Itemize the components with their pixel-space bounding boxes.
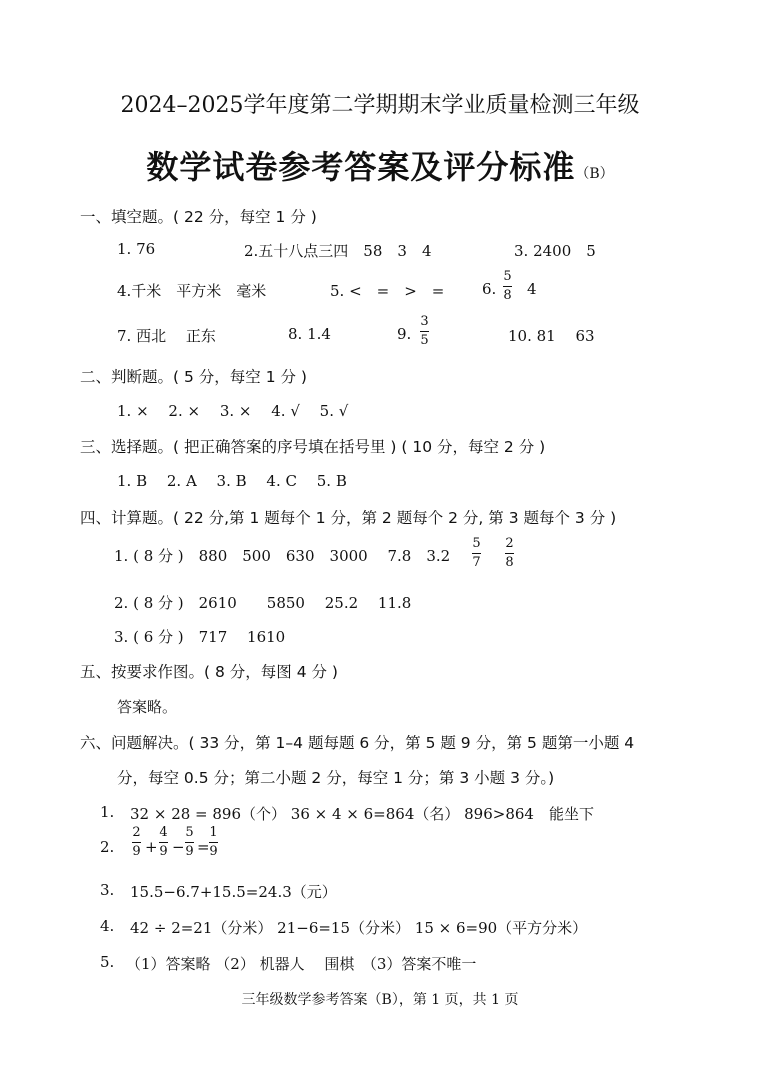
- section-1-heading: 一、填空题。( 22 分，每空 1 分 ): [80, 208, 317, 226]
- s1-q9-label: 9.: [397, 325, 412, 343]
- fraction-numerator: 5: [185, 825, 194, 840]
- s1-q1: 1. 76: [117, 240, 156, 258]
- fraction-denominator: 7: [472, 554, 481, 570]
- s1-q4: 4.千米 平方米 毫米: [117, 282, 267, 300]
- section-2-heading: 二、判断题。( 5 分，每空 1 分 ): [80, 368, 307, 386]
- fraction-numerator: 5: [503, 269, 512, 284]
- s6-q2-fraction-b: [159, 826, 168, 858]
- fraction-denominator: 9: [185, 843, 194, 859]
- s6-q5-number: 5.: [100, 953, 115, 971]
- s4-q1-fraction-2: [505, 537, 514, 569]
- s4-q2: 2. ( 8 分 ) 2610 5850 25.2 11.8: [114, 594, 412, 612]
- s6-q3-number: 3.: [100, 881, 115, 899]
- section-4-heading: 四、计算题。( 22 分,第 1 题每个 1 分，第 2 题每个 2 分, 第 3 题每个 3 分 ): [80, 509, 617, 527]
- s1-q7: 7. 西北 正东: [117, 327, 216, 345]
- s1-q6-extra: 4: [527, 280, 537, 298]
- page-footer: 三年级数学参考答案（B），第 1 页，共 1 页: [241, 992, 519, 1008]
- section-6-heading-line-1: 六、问题解决。( 33 分，第 1–4 题每题 6 分，第 5 题 9 分，第 5 题第一小题 4: [80, 734, 635, 752]
- s6-q2-number: 2.: [100, 838, 115, 856]
- s6-q1-answer: 32 × 28 = 896（个） 36 × 4 × 6=864（名） 896>864 能坐下: [130, 805, 594, 823]
- s1-q10: 10. 81 63: [508, 327, 595, 345]
- fraction-numerator: 2: [505, 536, 514, 551]
- variant-label: （B）: [575, 166, 614, 182]
- s1-q8: 8. 1.4: [288, 325, 331, 343]
- s1-q2: 2.五十八点三四 58 3 4: [244, 242, 432, 260]
- fraction-numerator: 3: [420, 314, 429, 329]
- fraction-denominator: 9: [132, 843, 141, 859]
- s3-answers: 1. B 2. A 3. B 4. C 5. B: [117, 472, 347, 490]
- s5-answer: 答案略。: [117, 698, 178, 716]
- s1-q3: 3. 2400 5: [514, 242, 596, 260]
- s6-q3-answer: 15.5−6.7+15.5=24.3（元）: [130, 883, 337, 901]
- fraction-denominator: 8: [505, 554, 514, 570]
- s6-q1-number: 1.: [100, 803, 115, 821]
- section-3-heading: 三、选择题。( 把正确答案的序号填在括号里 ) ( 10 分，每空 2 分 ): [80, 438, 546, 456]
- fraction-numerator: 5: [472, 536, 481, 551]
- s1-q6-label: 6.: [482, 280, 497, 298]
- s6-q5-answer: （1）答案略 （2） 机器人 围棋 （3）答案不唯一: [126, 955, 477, 973]
- s1-q6-fraction: [503, 270, 512, 302]
- document-subtitle: [0, 142, 760, 188]
- fraction-denominator: 8: [503, 287, 512, 303]
- section-5-heading: 五、按要求作图。( 8 分，每图 4 分 ): [80, 663, 338, 681]
- s6-q4-answer: 42 ÷ 2=21（分米） 21−6=15（分米） 15 × 6=90（平方分米）: [130, 919, 588, 937]
- fraction-numerator: 1: [209, 825, 218, 840]
- s1-q5: 5. < = > =: [330, 282, 445, 300]
- s6-q2-minus: −: [172, 838, 185, 856]
- s6-q2-fraction-c: [185, 826, 194, 858]
- fraction-denominator: 9: [159, 843, 168, 859]
- fraction-numerator: 2: [132, 825, 141, 840]
- s6-q2-fraction-d: [209, 826, 218, 858]
- s6-q4-number: 4.: [100, 917, 115, 935]
- s2-answers: 1. × 2. × 3. × 4. √ 5. √: [117, 402, 349, 420]
- s4-q1-fraction-1: [472, 537, 481, 569]
- section-6-heading-line-2: 分，每空 0.5 分；第二小题 2 分，每空 1 分；第 3 小题 3 分。): [117, 769, 555, 787]
- fraction-denominator: 5: [420, 332, 429, 348]
- fraction-numerator: 4: [159, 825, 168, 840]
- s6-q2-fraction-a: [132, 826, 141, 858]
- s1-q9-fraction: [420, 315, 429, 347]
- fraction-denominator: 9: [209, 843, 218, 859]
- s4-q3: 3. ( 6 分 ) 717 1610: [114, 628, 286, 646]
- subtitle-text: 数学试卷参考答案及评分标准: [146, 148, 576, 186]
- s4-q1: 1. ( 8 分 ) 880 500 630 3000 7.8 3.2: [114, 547, 451, 565]
- document-title: 2024–2025学年度第二学期期末学业质量检测三年级: [120, 93, 640, 118]
- s6-q2-plus: +: [145, 838, 158, 856]
- s6-q2-equals: =: [197, 838, 210, 856]
